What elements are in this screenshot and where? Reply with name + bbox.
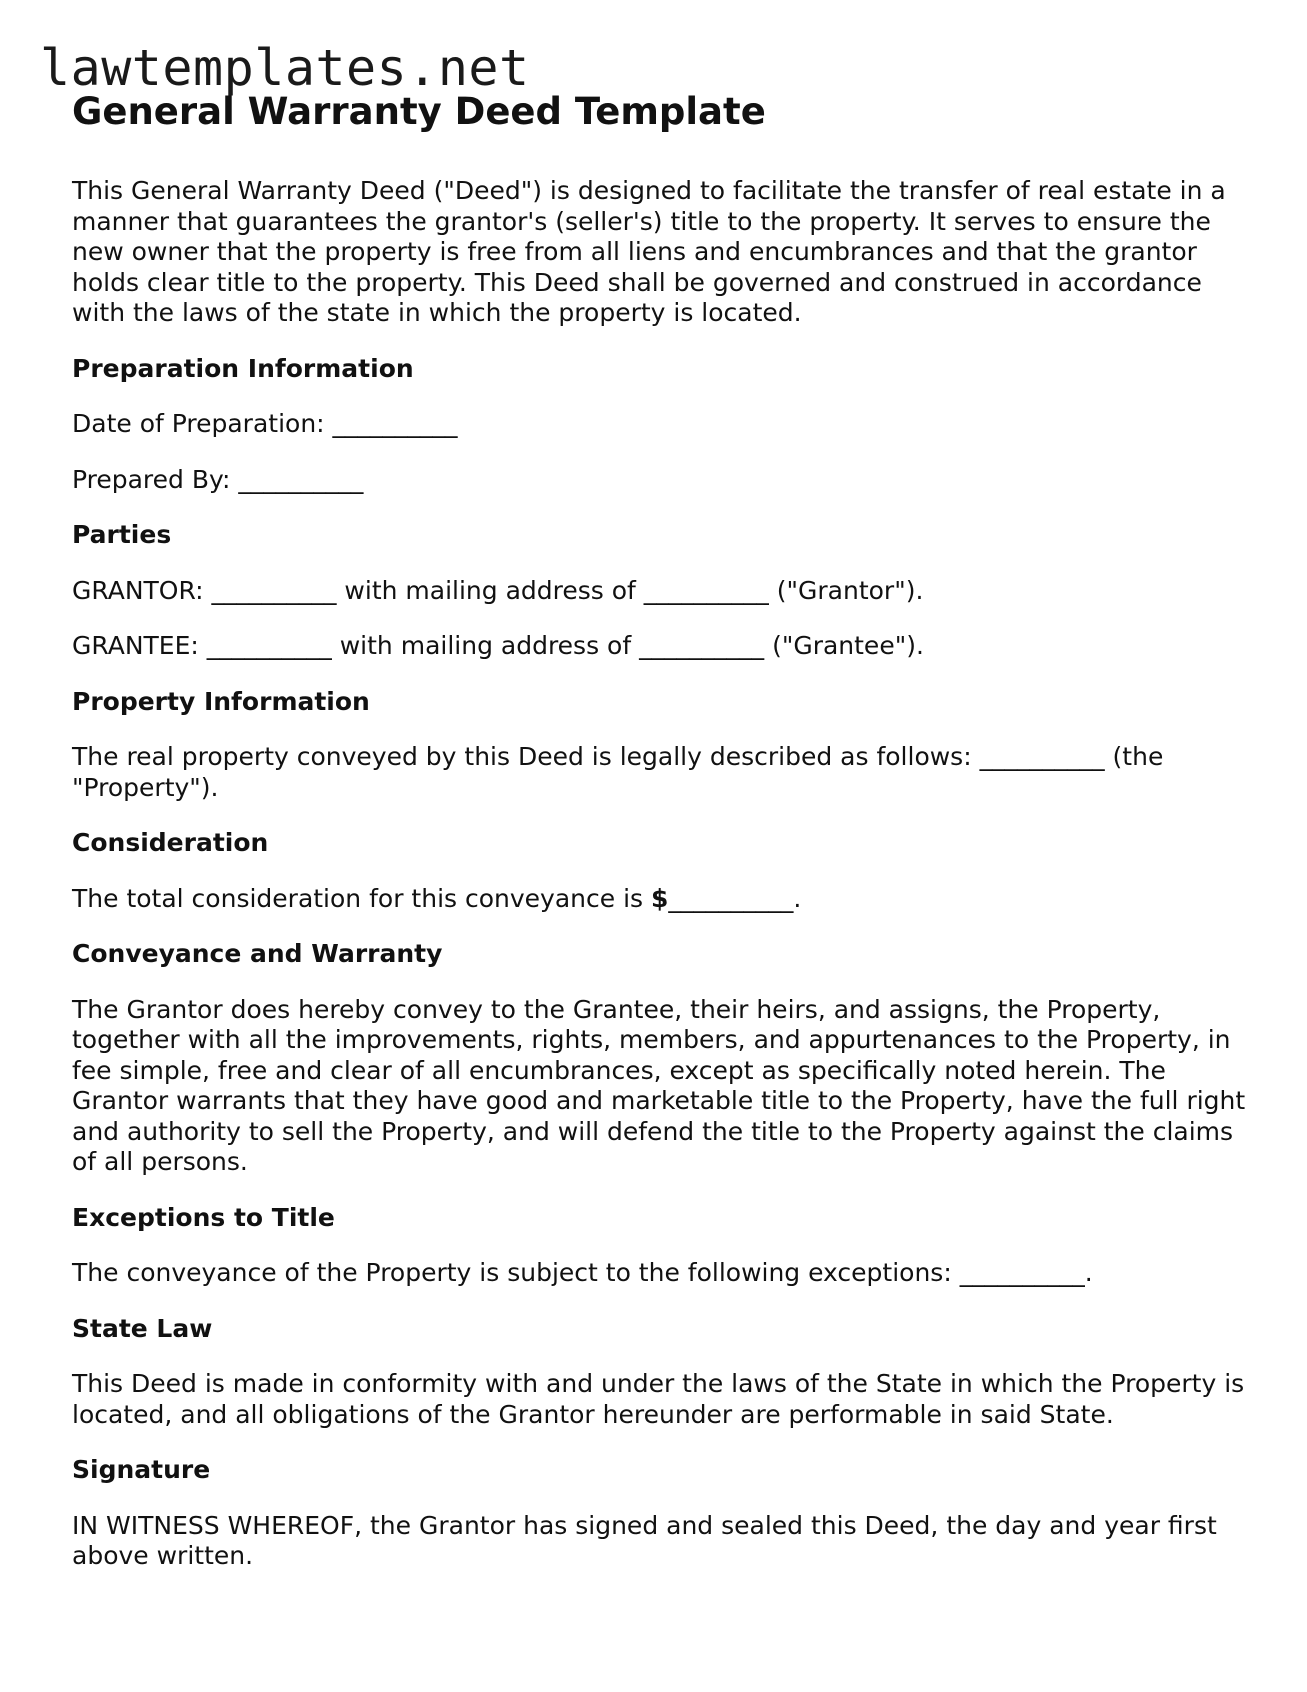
consideration-heading: Consideration xyxy=(72,828,269,857)
document-body xyxy=(72,88,1252,1572)
exceptions-end: . xyxy=(1084,1258,1093,1287)
signature-heading: Signature xyxy=(72,1455,211,1484)
prepared-by-label: Prepared By: xyxy=(72,464,231,494)
currency-symbol: $ xyxy=(651,883,669,913)
document-title: General Warranty Deed Template xyxy=(72,90,766,133)
exceptions-blank[interactable]: __________ xyxy=(959,1258,1085,1287)
date-of-preparation-label: Date of Preparation: xyxy=(72,409,325,438)
parties-heading: Parties xyxy=(72,520,172,549)
consideration-end: . xyxy=(793,883,802,913)
grantee-mailing-text: with mailing address of xyxy=(339,631,632,660)
date-of-preparation-blank[interactable]: __________ xyxy=(332,409,458,438)
grantee-name-blank[interactable]: __________ xyxy=(206,631,332,660)
property-suffix: (the "Property"). xyxy=(72,742,1164,802)
grantor-address-blank[interactable]: __________ xyxy=(643,575,769,605)
grantee-label: GRANTEE: xyxy=(72,631,199,660)
state-law-heading: State Law xyxy=(72,1313,213,1343)
conveyance-heading: Conveyance and Warranty xyxy=(72,939,443,968)
property-text: The real property conveyed by this Deed is legally described as follows: xyxy=(72,742,972,771)
watermark: lawtemplates.net xyxy=(40,39,530,97)
prepared-by-line xyxy=(72,465,1252,496)
consideration-blank[interactable]: __________ xyxy=(668,883,794,913)
grantee-line xyxy=(72,631,1252,662)
grantor-label: GRANTOR: xyxy=(72,575,204,605)
grantor-mailing-text: with mailing address of xyxy=(344,575,636,605)
property-heading: Property Information xyxy=(72,686,370,716)
consideration-line xyxy=(72,884,1252,915)
date-of-preparation-line xyxy=(72,409,1252,440)
signature-paragraph: IN WITNESS WHEREOF, the Grantor has signed and sealed this Deed, the day and year first above written. xyxy=(72,1510,1217,1570)
grantor-name-blank[interactable]: __________ xyxy=(211,575,337,605)
consideration-text: The total consideration for this conveyance is xyxy=(72,883,644,913)
grantor-suffix: ("Grantor"). xyxy=(776,575,924,605)
state-law-paragraph: This Deed is made in conformity with and under the laws of the State in which the Property is located, and all obligations of the Grantor hereunder are performable in said State. xyxy=(72,1369,1245,1429)
prepared-by-blank[interactable]: __________ xyxy=(238,464,364,494)
conveyance-paragraph: The Grantor does hereby convey to the Grantee, their heirs, and assigns, the Property, together with all the improvements, rights, members, and appurtenances to the Property, in fee simple, free and clear of all encumbrances, except as specifically noted herein. The Grantor warrants that they have good and marketable title to the Property, have the full right and authority to sell the Property, and will defend the title to the Property against the claims of all persons. xyxy=(72,994,1246,1176)
grantee-address-blank[interactable]: __________ xyxy=(639,631,765,660)
grantee-suffix: ("Grantee"). xyxy=(772,631,924,660)
intro-paragraph: This General Warranty Deed ("Deed") is designed to facilitate the transfer of real estate in a manner that guarantees the grantor's (seller's) title to the property. It serves to ensure the new owner that the property is free from all liens and encumbrances and that the grantor holds clear title to the property. This Deed shall be governed and construed in accordance with the laws of the state in which the property is located. xyxy=(72,176,1226,327)
exceptions-text: The conveyance of the Property is subject to the following exceptions: xyxy=(72,1258,952,1287)
property-blank[interactable]: __________ xyxy=(979,742,1105,771)
exceptions-line xyxy=(72,1258,1252,1289)
exceptions-heading: Exceptions to Title xyxy=(72,1202,335,1232)
grantor-line xyxy=(72,576,1252,607)
property-description xyxy=(72,742,1252,803)
preparation-heading: Preparation Information xyxy=(72,353,414,383)
